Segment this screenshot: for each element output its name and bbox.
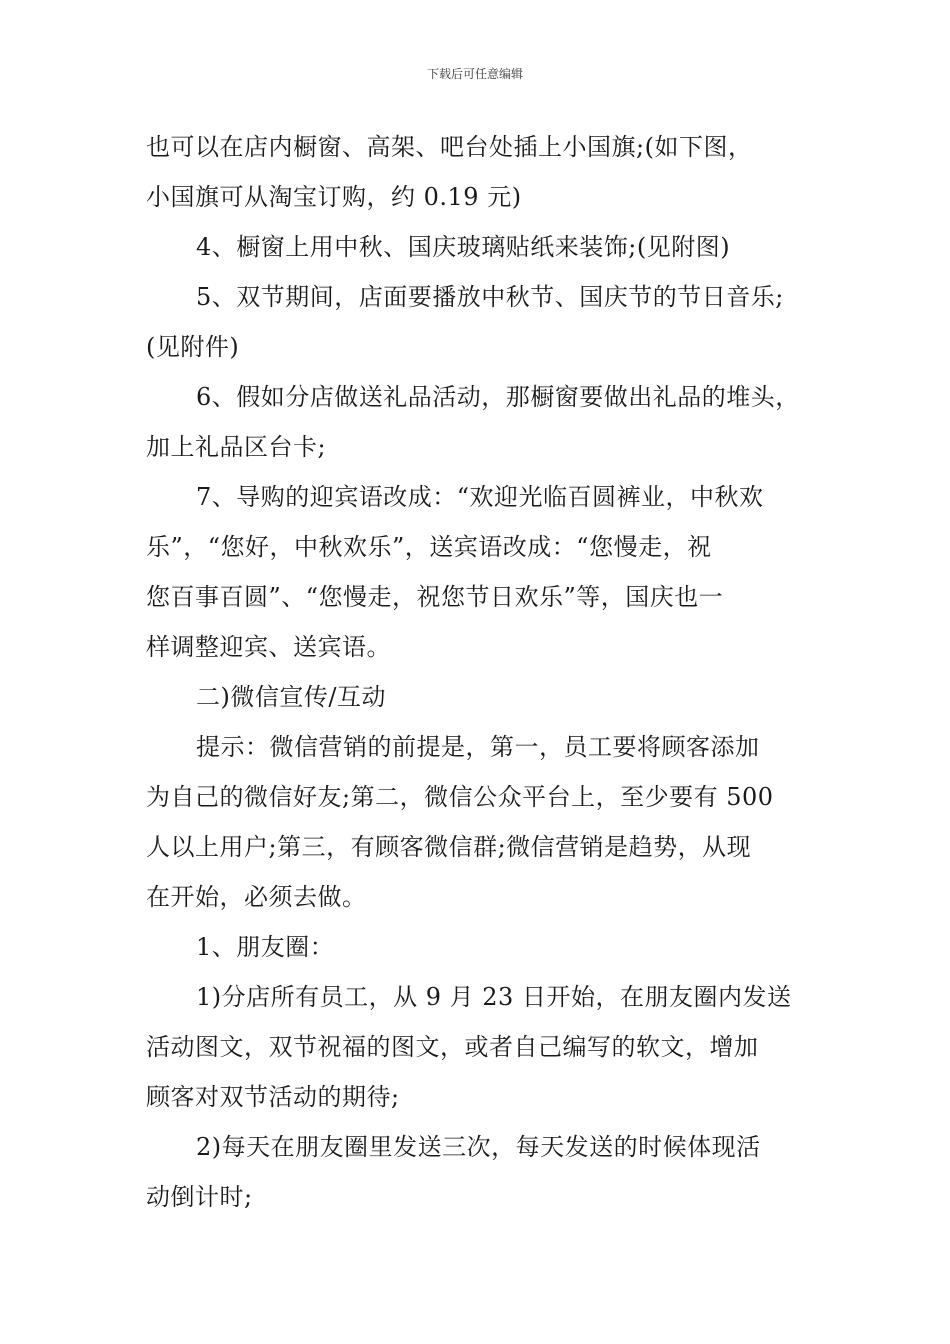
text-line: (见附件) [146, 333, 240, 361]
document-body [146, 122, 810, 1222]
list-item-5: 5、双节期间，店面要播放中秋节、国庆节的节日音乐; [196, 283, 784, 311]
text-line: 乐”，“您好，中秋欢乐”，送宾语改成：“您慢走，祝 [146, 533, 712, 561]
section-heading: 二)微信宣传/互动 [196, 683, 386, 711]
text-line: 为自己的微信好友;第二，微信公众平台上，至少要有 500 [146, 783, 774, 811]
text-line: 顾客对双节活动的期待; [146, 1083, 400, 1111]
text-line: 活动图文，双节祝福的图文，或者自己编写的软文，增加 [146, 1033, 759, 1061]
list-item-1: 1)分店所有员工，从 9 月 23 日开始，在朋友圈内发送 [196, 983, 792, 1011]
text-line: 在开始，必须去做。 [146, 883, 367, 911]
list-item-4: 4、橱窗上用中秋、国庆玻璃贴纸来装饰;(见附图) [196, 233, 731, 261]
tip-paragraph: 提示：微信营销的前提是，第一，员工要将顾客添加 [196, 733, 760, 761]
list-item-7: 7、导购的迎宾语改成：“欢迎光临百圆裤业，中秋欢 [196, 483, 764, 511]
text-line: 您百事百圆”、“您慢走，祝您节日欢乐”等，国庆也一 [146, 583, 724, 611]
text-line: 样调整迎宾、送宾语。 [146, 633, 391, 661]
list-item-2: 2)每天在朋友圈里发送三次，每天发送的时候体现活 [196, 1133, 761, 1161]
text-line: 也可以在店内橱窗、高架、吧台处插上小国旗;(如下图， [146, 133, 753, 161]
text-line: 小国旗可从淘宝订购，约 0.19 元) [146, 183, 522, 211]
text-line: 人以上用户;第三，有顾客微信群;微信营销是趋势，从现 [146, 833, 752, 861]
page-header: 下载后可任意编辑 [426, 67, 523, 81]
text-line: 动倒计时; [146, 1183, 253, 1211]
subsection-heading: 1、朋友圈： [196, 933, 335, 961]
text-line: 加上礼品区台卡; [146, 433, 327, 461]
list-item-6: 6、假如分店做送礼品活动，那橱窗要做出礼品的堆头， [196, 383, 800, 411]
